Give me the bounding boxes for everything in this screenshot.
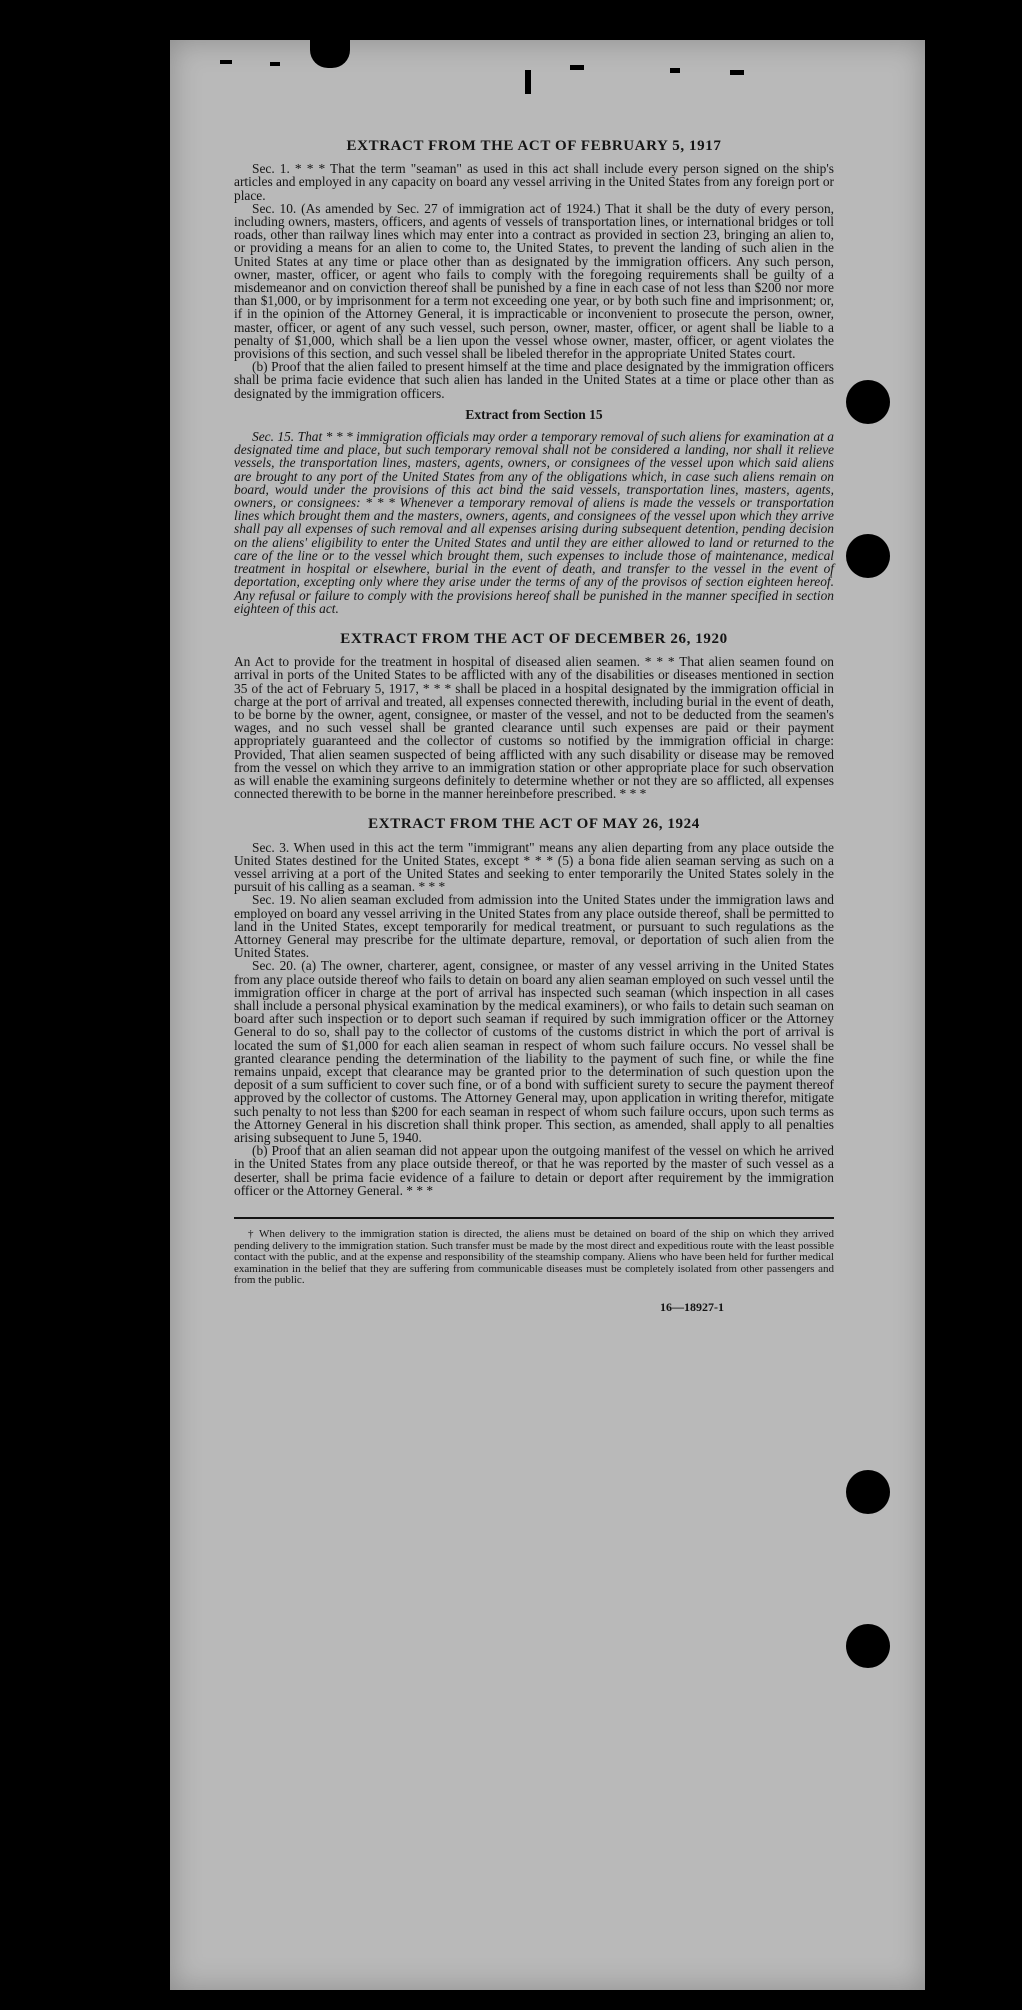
paragraph: An Act to provide for the treatment in hospital of diseased alien seamen. * * * That alien seamen found on arrival in ports of the United States to be afflicted with any of the disabilities or diseases mentioned in section 35 of the act of February 5, 1917, * * * shall be placed in a hospital designated by the immigration official in charge at the port of arrival and treated, all expenses connected therewith, including burial in the event of death, to be borne by the owner, agent, consignee, or master of the vessel, and not to be deducted from the seamen's wages, and no such vessel shall be granted clearance until such expenses are paid or their payment appropriately guaranteed and the collector of customs so notified by the immigration official in charge: Provided, That alien seamen suspected of being afflicted with any such disability or disease may be removed from the vessel on which they arrive to an immigration station or other appropriate place for such observation as will enable the examining surgeons definitely to determine whether or not they are so afflicted, all expenses connected therewith to be borne in the manner hereinbefore prescribed. * * * — [234, 654, 834, 802]
divider — [234, 1217, 834, 1219]
document-text — [234, 140, 834, 1314]
scan-mark — [270, 62, 280, 66]
scan-mark — [570, 65, 584, 70]
section-act-1924 — [234, 818, 834, 1197]
paragraph: Sec. 3. When used in this act the term "immigrant" means any alien departing from any place outside the United States destined for the United States, except * * * (5) a bona fide alien seaman serving as such on a vessel arriving at a port of the United States and seeking to enter temporarily the United States solely in the pursuit of his calling as a seaman. * * * — [234, 839, 834, 895]
paragraph: Sec. 15. That * * * immigration officials may order a temporary removal of such aliens for examination at a designated time and place, but such temporary removal shall not be considered a landing, nor shall it relieve vessels, the transportation lines, masters, agents, owners, or consignees of the vessel upon which said aliens are brought to any port of the United States from any of the obligations which, in case such aliens remain on board, would under the provisions of this act bind the said vessels, transportation lines, masters, agents, owners, or consignees: * * * Whenever a temporary removal of aliens is made the vessels or transportation lines which brought them and the masters, owners, agents, and consignees of the vessel upon which they arrive shall pay all expenses of such removal and all expenses arising during subsequent detention, pending decision on the aliens' eligibility to enter the United States and until they are either allowed to land or returned to the care of the line or to the vessel which brought them, such expenses to include those of maintenance, medical treatment in hospital or elsewhere, burial in the event of death, and transfer to the vessel in the event of deportation, excepting only where they arise under the terms of any of the provisos of section eighteen hereof. Any refusal or failure to comply with the provisions hereof shall be punished in the manner specified in section eighteen of this act. — [234, 429, 834, 616]
document-page — [170, 40, 925, 1990]
form-number: 16—18927-1 — [660, 1299, 724, 1314]
paragraph: (b) Proof that an alien seaman did not appear upon the outgoing manifest of the vessel on which he arrived in the United States from any place outside thereof, or that he was reported by the master of such vessel as a deserter, shall be prima facie evidence of a failure to detain or deport after requirement by the immigration officer or the Attorney General. * * * — [234, 1143, 834, 1198]
footnote — [234, 1229, 834, 1287]
scan-mark — [310, 38, 350, 68]
punch-hole — [846, 1624, 890, 1668]
section-heading: EXTRACT FROM THE ACT OF FEBRUARY 5, 1917 — [346, 138, 722, 154]
scan-mark — [525, 70, 531, 94]
scan-mark — [670, 68, 680, 73]
punch-hole — [846, 534, 890, 578]
paragraph: Sec. 1. * * * That the term "seaman" as used in this act shall include every person signed on the ship's articles and employed in any capacity on board any vessel arriving in the United States from any foreign port or place. — [234, 161, 834, 203]
section-heading: EXTRACT FROM THE ACT OF MAY 26, 1924 — [368, 816, 700, 833]
section-heading: EXTRACT FROM THE ACT OF DECEMBER 26, 1920 — [340, 630, 728, 647]
punch-hole — [846, 380, 890, 424]
section-act-1920 — [234, 630, 834, 802]
paragraph: (b) Proof that the alien failed to present himself at the time and place designated by the immigration officers shall be prima facie evidence that such alien has landed in the United States at a time or place other than as designated by the immigration officers. — [234, 359, 834, 401]
section-subheading: Extract from Section 15 — [465, 406, 603, 422]
punch-hole — [846, 1470, 890, 1514]
scan-mark — [730, 70, 744, 75]
footnote-text: † When delivery to the immigration station is directed, the aliens must be detained on board of the ship on which they arrived pending delivery to the immigration station. Such transfer must be made by the most direct and expeditious route with the least possible contact with the public, and at the expense and responsibility of the steamship company. Aliens who have been held for further medical examination in the belief that they are suffering from communicable diseases must be completely isolated from other passengers and from the public. — [234, 1228, 834, 1287]
scan-mark — [220, 60, 232, 64]
section-act-1917 — [234, 140, 834, 615]
paragraph: Sec. 20. (a) The owner, charterer, agent, consignee, or master of any vessel arriving in the United States from any place outside thereof who fails to detain on board any alien seaman employed on such vessel until the immigration officer in charge at the port of arrival has inspected such seaman (which inspection in all cases shall include a personal physical examination by the medical examiners), or who fails to detain such seaman on board after such inspection or to deport such seaman if required by such immigration officer or the Attorney General to do so, shall pay to the collector of customs of the customs district in which the port of arrival is located the sum of $1,000 for each alien seaman in respect of whom such failure occurs. No vessel shall be granted clearance pending the determination of the liability to the payment of such fine, or while the fine remains unpaid, except that clearance may be granted prior to the determination of such question upon the deposit of a sum sufficient to cover such fine, or of a bond with sufficient surety to secure the payment thereof approved by the collector of customs. The Attorney General may, upon application in writing therefor, mitigate such penalty to not less than $200 for each seaman in respect of whom such failure occurs, upon such terms as the Attorney General in his discretion shall think proper. This section, as amended, shall apply to all penalties arising subsequent to June 5, 1940. — [234, 958, 834, 1146]
paragraph: Sec. 19. No alien seaman excluded from admission into the United States under the immigration laws and employed on board any vessel arriving in the United States from any place outside thereof, shall be permitted to land in the United States, except temporarily for medical treatment, or pursuant to such regulations as the Attorney General may prescribe for the ultimate departure, removal, or deportation of such alien from the United States. — [234, 892, 834, 961]
paragraph: Sec. 10. (As amended by Sec. 27 of immigration act of 1924.) That it shall be the duty of every person, including owners, masters, officers, and agents of vessels of transportation lines, or international bridges or toll roads, other than railway lines which may enter into a contract as provided in section 23, bringing an alien to, or providing a means for an alien to come to, the United States, to prevent the landing of such alien in the United States at any time or place other than as designated by the immigration officers. Any such person, owner, master, officer, or agent who fails to comply with the foregoing requirements shall be guilty of a misdemeanor and on conviction thereof shall be punished by a fine in each case of not less than $200 nor more than $1,000, or by imprisonment for a term not exceeding one year, or by both such fine and imprisonment; or, if in the opinion of the Attorney General, it is impracticable or inconvenient to prosecute the person, owner, master, officer, or agent of any such vessel, such person, owner, master, officer, or agent shall be liable to a penalty of $1,000, which shall be a lien upon the vessel whose owner, master, officer, or agent violates the provisions of this section, and such vessel shall be libeled therefor in the appropriate United States court. — [234, 200, 834, 362]
